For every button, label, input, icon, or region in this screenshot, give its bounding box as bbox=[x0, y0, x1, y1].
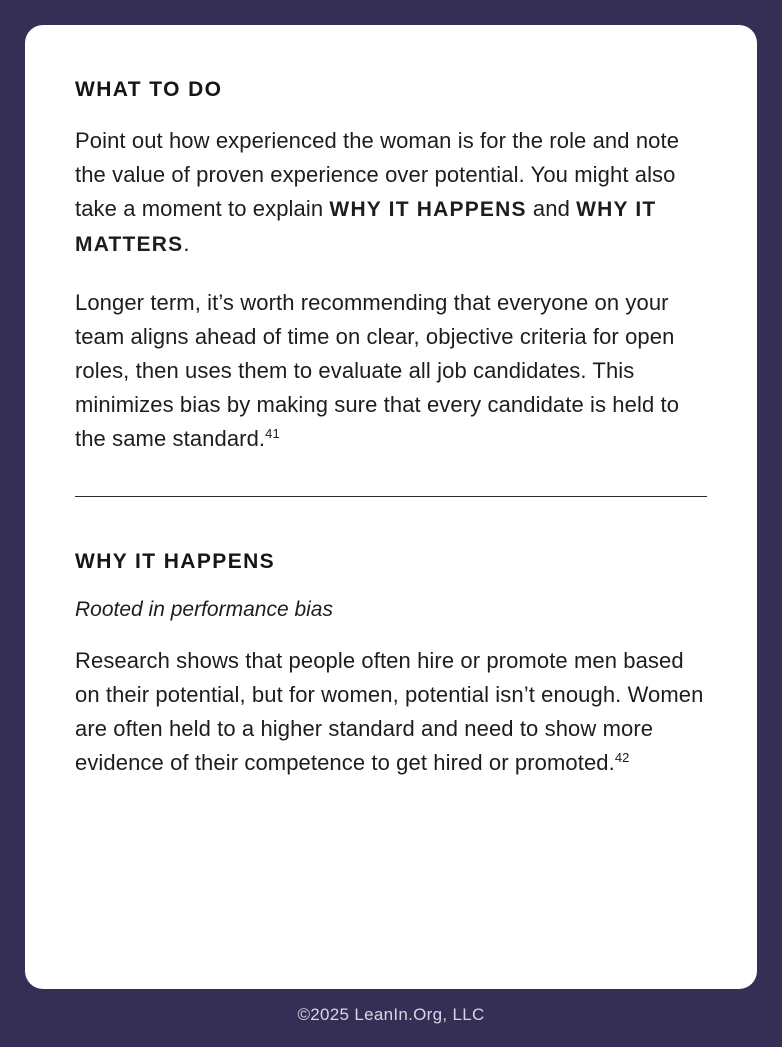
paragraph-text: Longer term, it’s worth recommending that everyone on your team aligns ahead of time on clear, objective criteria for open roles, then uses them to evaluate all job candidates. This minimizes bias by making sure that every candidate is held to the same standard. bbox=[75, 290, 680, 452]
why-it-happens-heading: WHY IT HAPPENS bbox=[75, 550, 276, 574]
section-what-to-do bbox=[75, 77, 707, 456]
why-it-happens-paragraph bbox=[75, 644, 707, 780]
footnote-marker-41: 41 bbox=[265, 426, 280, 442]
footnote-marker-42: 42 bbox=[614, 749, 630, 765]
content-card bbox=[25, 25, 757, 989]
paragraph-text: Research shows that people often hire or promote men based on their potential, but for women, potential isn’t enough. Women are often held to a higher standard and need to show more evidence of their competence to get hired or promoted. bbox=[75, 647, 704, 775]
section-divider bbox=[75, 496, 707, 497]
what-to-do-paragraph-2 bbox=[75, 286, 707, 456]
paragraph-text: . bbox=[183, 231, 190, 257]
paragraph-text: Point out how experienced the woman is for the role and note the value of proven experience over potential. You might also take a moment to explain bbox=[75, 128, 680, 222]
paragraph-text: and bbox=[526, 196, 577, 222]
what-to-do-heading: WHAT TO DO bbox=[75, 78, 223, 101]
bias-type-subtitle: Rooted in performance bias bbox=[75, 598, 333, 622]
section-why-it-happens bbox=[75, 549, 707, 779]
what-to-do-paragraph-1 bbox=[75, 124, 707, 262]
copyright-footer: ©2025 LeanIn.Org, LLC bbox=[297, 1005, 485, 1024]
inline-reference-why-it-happens: WHY IT HAPPENS bbox=[329, 198, 527, 222]
inline-reference-why-it-matters: WHY IT MATTERS bbox=[75, 198, 657, 257]
